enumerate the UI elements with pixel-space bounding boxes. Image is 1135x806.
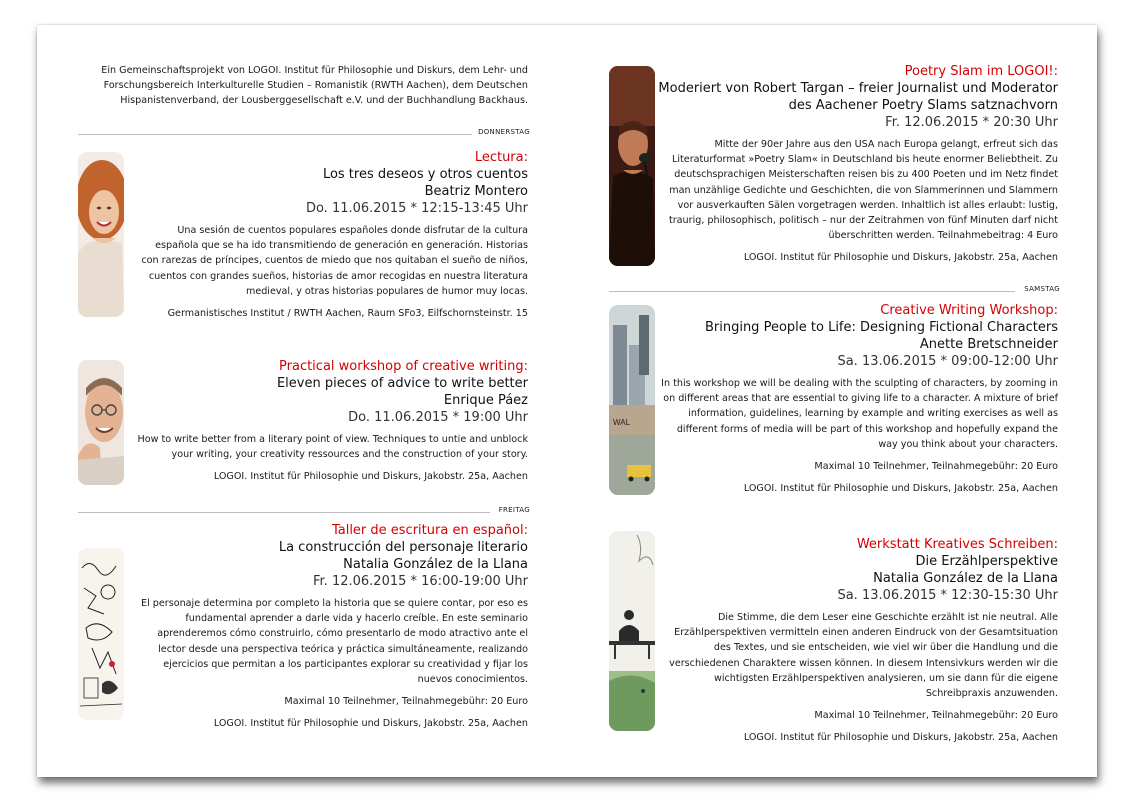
photo-poetry-slam xyxy=(609,66,655,266)
event-title-line: des Aachener Poetry Slams satznachvorn xyxy=(788,98,1058,113)
event-category: Creative Writing Workshop: xyxy=(880,303,1058,318)
event-werkstatt xyxy=(658,536,1058,745)
event-speaker: Beatriz Montero xyxy=(424,184,528,199)
photo-sketch xyxy=(78,548,124,720)
event-category: Practical workshop of creative writing: xyxy=(279,359,528,374)
event-location: LOGOI. Institut für Philosophie und Diskurs, Jakobstr. 25a, Aachen xyxy=(743,732,1058,744)
intro-text: Ein Gemeinschaftsprojekt von LOGOI. Institut für Philosophie und Diskurs, dem Lehr- und Forschungsbereich Interkulturelle Studien – Romanistik (RWTH Aachen), dem Deutschen Hispanistenverband, der Lousberggesellschaft e.V. und der Buchhandlung Backhaus. xyxy=(101,65,528,106)
event-location: LOGOI. Institut für Philosophie und Diskurs, Jakobstr. 25a, Aachen xyxy=(743,252,1058,264)
event-participants: Maximal 10 Teilnehmer, Teilnahmegebühr: 20 Euro xyxy=(814,461,1058,473)
event-category: Lectura: xyxy=(474,150,528,165)
event-title-line: Eleven pieces of advice to write better xyxy=(276,376,528,391)
event-participants: Maximal 10 Teilnehmer, Teilnahmegebühr: 20 Euro xyxy=(814,710,1058,722)
event-taller-escritura xyxy=(136,522,528,731)
event-speaker: Natalia González de la Llana xyxy=(873,571,1058,586)
divider-thursday xyxy=(78,134,528,135)
event-participants: Maximal 10 Teilnehmer, Teilnahmegebühr: 20 Euro xyxy=(284,696,528,708)
event-title-line: Bringing People to Life: Designing Fictional Characters xyxy=(704,320,1058,335)
day-label-thursday: DONNERSTAG xyxy=(472,128,530,136)
divider-saturday xyxy=(609,291,1058,292)
day-label-saturday: SAMSTAG xyxy=(1015,285,1060,293)
event-speaker: Enrique Páez xyxy=(443,393,528,408)
event-title-line: Die Erzählperspektive xyxy=(915,554,1058,569)
event-description: Die Stimme, die dem Leser eine Geschichte erzählt ist nie neutral. Alle Erzählperspektiven vermitteln einen anderen Eindruck von der Gesamtsituation des Textes, und sie entscheiden, wie viel wir über die Handlung und die verschiedenen Charaktere wissen können. In diesem Intensivkurs werden wir die wichtigsten Erzählperspektiven analysieren, um sie dann für die eigene Schreibpraxis anzuwenden. xyxy=(669,612,1058,700)
photo-city-collage xyxy=(609,305,655,495)
event-location: Germanistisches Institut / RWTH Aachen, Raum SFo3, Eilfschornsteinstr. 15 xyxy=(167,308,528,320)
day-label-friday: FREITAG xyxy=(490,506,530,514)
event-date: Do. 11.06.2015 * 12:15-13:45 Uhr xyxy=(305,201,528,216)
svg-text:WAL: WAL xyxy=(613,418,631,427)
event-date: Fr. 12.06.2015 * 16:00-19:00 Uhr xyxy=(313,574,528,589)
photo-beatriz-montero xyxy=(78,152,124,317)
event-speaker: Anette Bretschneider xyxy=(919,337,1058,352)
photo-park-bench xyxy=(609,531,655,731)
event-practical-workshop xyxy=(136,358,528,484)
event-title-line: Moderiert von Robert Targan – freier Journalist und Moderator xyxy=(658,81,1058,96)
event-speaker: Natalia González de la Llana xyxy=(343,557,528,572)
event-description: Una sesión de cuentos populares españoles donde disfrutar de la cultura española que se ha ido transmitiendo de generación en generación. Historias con rarezas de príncipes, cuentos de miedo que nos quitaban el sueño de niños, cuentos con grandes sueños, historias de amor recogidas en nuestra literatura medieval, y otras historias populares de humor muy locas. xyxy=(141,225,528,297)
event-lectura xyxy=(136,149,528,321)
event-location: LOGOI. Institut für Philosophie und Diskurs, Jakobstr. 25a, Aachen xyxy=(213,471,528,483)
event-description: El personaje determina por completo la historia que se quiere contar, por eso es fundamental aprender a darle vida y hacerlo creíble. En este seminario aprenderemos cómo construirlo, cómo presentarlo de modo atractivo ante el lector desde una perspectiva teórica y práctica simultáneamente, realizando ejercicios que permitan a los participantes explorar su creatividad y fijar los nuevos conocimientos. xyxy=(141,598,528,686)
event-title-line: Los tres deseos y otros cuentos xyxy=(322,167,528,182)
event-description: Mitte der 90er Jahre aus den USA nach Europa gelangt, erfreut sich das Literaturformat »Poetry Slam« in Deutschland bis heute enormer Beliebtheit. Zu deutschsprachigen Meisterschaften reisen bis zu 400 Poeten und im Netz findet man unzählige Gedichte und Geschichten, die von Slammerinnen und Slammern vor ausverkauften Sälen vorgetragen werden. Inhaltlich ist alles erlaubt: lustig, traurig, philosophisch, politisch – nur der Zeitrahmen von fünf Minuten darf nicht überschritten werden. Teilnahmebeitrag: 4 Euro xyxy=(668,139,1058,242)
event-description: How to write better from a literary point of view. Techniques to untie and unblock your writing, your creativity ressources and the construction of your story. xyxy=(137,434,528,461)
event-category: Poetry Slam im LOGOI!: xyxy=(904,64,1058,79)
event-poetry-slam xyxy=(658,63,1058,265)
event-date: Fr. 12.06.2015 * 20:30 Uhr xyxy=(885,115,1058,130)
event-location: LOGOI. Institut für Philosophie und Diskurs, Jakobstr. 25a, Aachen xyxy=(743,483,1058,495)
event-creative-writing-workshop xyxy=(658,302,1058,496)
event-date: Do. 11.06.2015 * 19:00 Uhr xyxy=(348,410,528,425)
event-date: Sa. 13.06.2015 * 09:00-12:00 Uhr xyxy=(837,354,1058,369)
event-date: Sa. 13.06.2015 * 12:30-15:30 Uhr xyxy=(837,588,1058,603)
event-description: In this workshop we will be dealing with the sculpting of characters, by zooming in on different areas that are essential to giving life to a character. A mixture of brief information, guidelines, learning by example and writing exercises as well as different forms of media will be part of this workshop and hopefully expand the way you think about your characters. xyxy=(661,378,1058,450)
photo-enrique-paez xyxy=(78,360,124,485)
divider-friday xyxy=(78,512,528,513)
event-category: Werkstatt Kreatives Schreiben: xyxy=(856,537,1058,552)
event-category: Taller de escritura en español: xyxy=(331,523,528,538)
event-title-line: La construcción del personaje literario xyxy=(278,540,528,555)
event-location: LOGOI. Institut für Philosophie und Diskurs, Jakobstr. 25a, Aachen xyxy=(213,718,528,730)
